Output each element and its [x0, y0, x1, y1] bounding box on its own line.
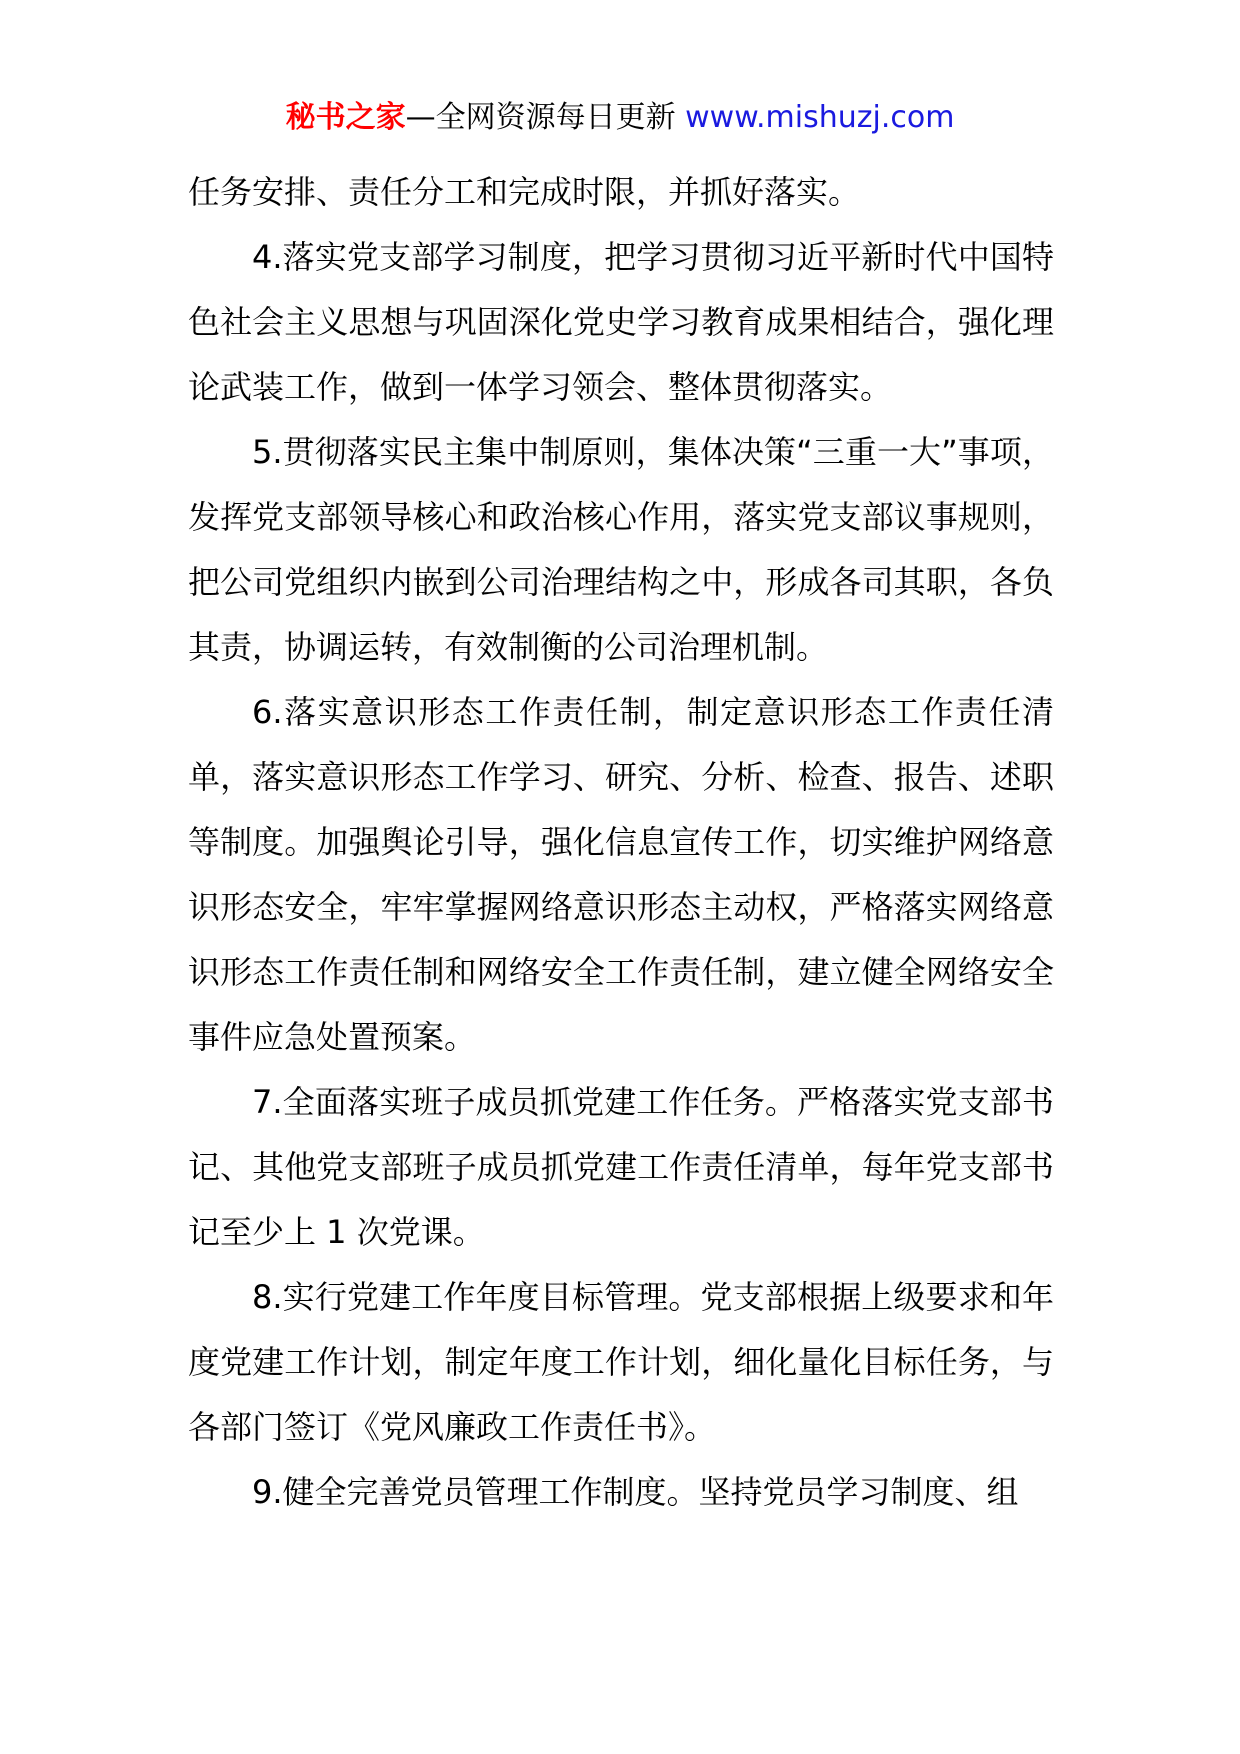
paragraph-item-5: 5.贯彻落实民主集中制原则，集体决策“三重一大”事项，发挥党支部领导核心和政治核心作用，落实党支部议事规则，把公司党组织内嵌到公司治理结构之中，形成各司其职，各负其责，协调运转，有效制衡的公司治理机制。 [188, 433, 1054, 666]
paragraph-item-4: 4.落实党支部学习制度，把学习贯彻习近平新时代中国特色社会主义思想与巩固深化党史学习教育成果相结合，强化理论武装工作，做到一体学习领会、整体贯彻落实。 [188, 238, 1054, 406]
paragraph-item-6: 6.落实意识形态工作责任制，制定意识形态工作责任清单，落实意识形态工作学习、研究、分析、检查、报告、述职等制度。加强舆论引导，强化信息宣传工作，切实维护网络意识形态安全，牢牢掌握网络意识形态主动权，严格落实网络意识形态工作责任制和网络安全工作责任制，建立健全网络安全事件应急处置预案。 [188, 693, 1054, 1056]
header-tagline: —全网资源每日更新 [405, 100, 676, 135]
site-url-link[interactable]: www.mishuzj.com [685, 100, 955, 135]
document-body [188, 160, 1054, 1525]
paragraph-continued: 任务安排、责任分工和完成时限，并抓好落实。 [188, 173, 861, 211]
paragraph-item-9: 9.健全完善党员管理工作制度。坚持党员学习制度、组 [252, 1473, 1019, 1511]
paragraph-item-8: 8.实行党建工作年度目标管理。党支部根据上级要求和年度党建工作计划，制定年度工作计划，细化量化目标任务，与各部门签订《党风廉政工作责任书》。 [188, 1278, 1054, 1446]
paragraph-item-7: 7.全面落实班子成员抓党建工作任务。严格落实党支部书记、其他党支部班子成员抓党建工作责任清单，每年党支部书记至少上 1 次党课。 [188, 1083, 1054, 1251]
brand-name: 秘书之家 [285, 100, 406, 135]
page-header [0, 98, 1240, 138]
